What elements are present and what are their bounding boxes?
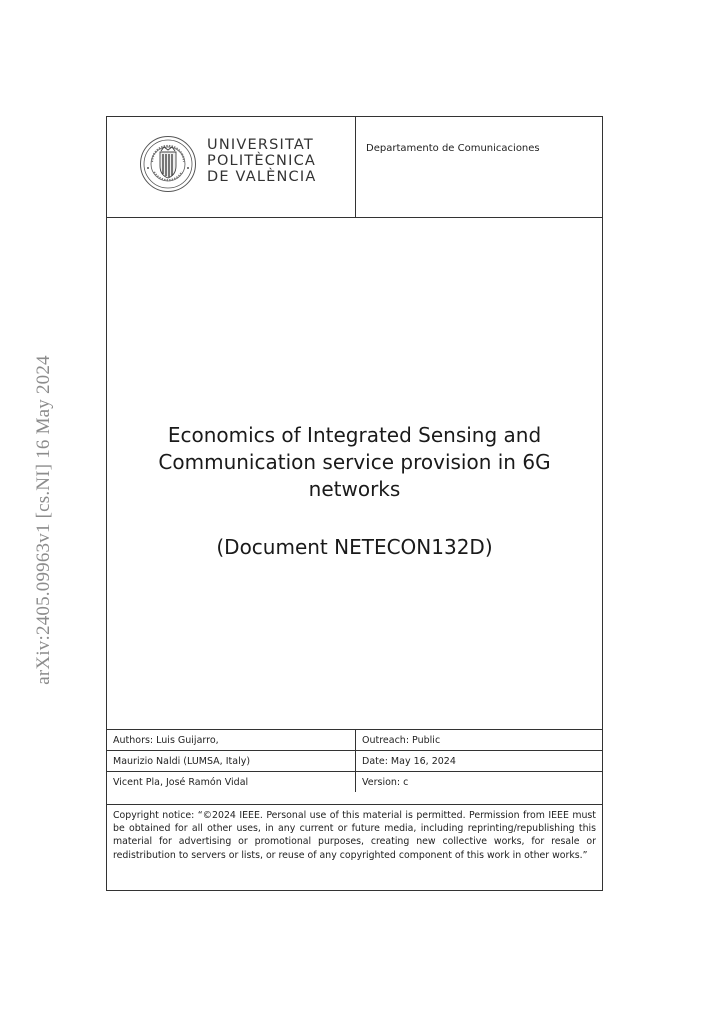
arxiv-identifier: arXiv:2405.09963v1 [cs.NI] 16 May 2024 [33,355,54,685]
metadata-row [107,772,602,793]
university-name [207,137,316,185]
university-seal-icon [139,135,197,193]
department-cell [356,117,602,217]
title-block [107,217,602,729]
authors-line-2: Maurizio Naldi (LUMSA, Italy) [107,751,356,772]
document-title: Economics of Integrated Sensing and Communication service provision in 6G networks [158,423,551,501]
department-name: Departamento de Comunicaciones [366,143,540,154]
university-name-line-1: UNIVERSITAT [207,137,314,153]
header-row [107,117,602,218]
metadata-row [107,751,602,772]
outreach: Outreach: Public [356,730,603,751]
authors-line-1: Authors: Luis Guijarro, [107,730,356,751]
metadata-row [107,730,602,751]
university-name-line-3: DE VALÈNCIA [207,169,317,185]
cover-frame [106,116,603,891]
authors-line-3: Vicent Pla, José Ramón Vidal [107,772,356,793]
university-name-line-2: POLITÈCNICA [207,153,317,169]
metadata-table [107,729,602,792]
version: Version: c [356,772,603,793]
copyright-notice: Copyright notice: “©2024 IEEE. Personal use of this material is permitted. Permission from IEEE must be obtained for all other uses, in any current or future media, including reprinting/republishing this material for advertising or promotional purposes, creating new collective works, for resale or redistribution to servers or lists, or reuse of any copyrighted component of this work in other works.” [107,804,602,866]
university-logo-cell [107,117,356,217]
date: Date: May 16, 2024 [356,751,603,772]
document-id: (Document NETECON132D) [216,535,493,559]
